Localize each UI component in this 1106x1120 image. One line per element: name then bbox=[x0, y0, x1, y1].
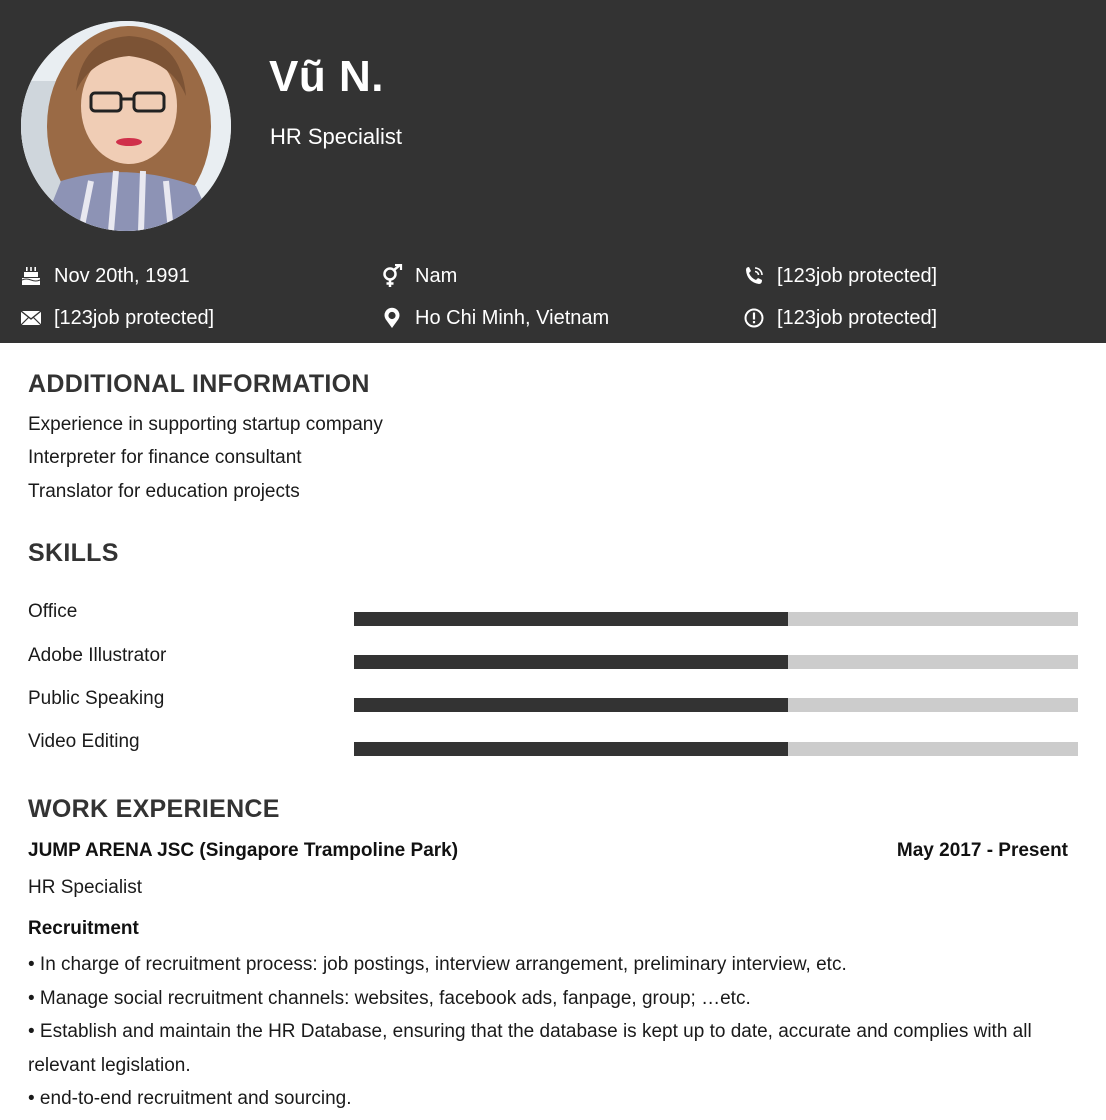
additional-info-item: Interpreter for finance consultant bbox=[28, 447, 302, 468]
job-bullet: • Establish and maintain the HR Database, ensuring that the database is kept up to date, accurate and complies with all relevant legislation. bbox=[28, 1021, 1032, 1076]
skill-bar bbox=[354, 742, 1078, 756]
skills-heading: SKILLS bbox=[28, 539, 119, 567]
job-bullet: • In charge of recruitment process: job postings, interview arrangement, preliminary interview, etc. bbox=[28, 954, 847, 975]
phone-item bbox=[743, 262, 937, 290]
phone-icon bbox=[743, 265, 765, 287]
work-experience-heading: WORK EXPERIENCE bbox=[28, 795, 280, 823]
email-item bbox=[20, 304, 214, 332]
skill-bar-fill bbox=[354, 698, 788, 712]
extra-contact-item bbox=[743, 304, 937, 332]
company-name: JUMP ARENA JSC (Singapore Trampoline Park) bbox=[28, 840, 459, 861]
skill-label: Public Speaking bbox=[28, 688, 165, 709]
skill-bar bbox=[354, 698, 1078, 712]
skill-bar bbox=[354, 655, 1078, 669]
birthday-cake-icon bbox=[20, 265, 42, 287]
profile-photo-icon bbox=[21, 21, 231, 231]
additional-info-item: Translator for education projects bbox=[28, 481, 300, 502]
job-subheading: Recruitment bbox=[28, 918, 139, 939]
job-bullet: • Manage social recruitment channels: websites, facebook ads, fanpage, group; …etc. bbox=[28, 987, 751, 1009]
job-role: HR Specialist bbox=[28, 877, 143, 898]
skill-label: Video Editing bbox=[28, 731, 140, 752]
info-circle-icon bbox=[743, 307, 765, 329]
avatar bbox=[21, 21, 231, 231]
skill-bar-fill bbox=[354, 742, 788, 756]
gender-item bbox=[381, 262, 457, 290]
additional-info-item: Experience in supporting startup company bbox=[28, 414, 383, 435]
location-pin-icon bbox=[381, 307, 403, 329]
skill-bar-fill bbox=[354, 612, 788, 626]
candidate-title: HR Specialist bbox=[270, 124, 403, 149]
job-bullet: • end-to-end recruitment and sourcing. bbox=[28, 1088, 352, 1109]
job-bullets bbox=[28, 948, 1080, 1116]
candidate-name: Vũ N. bbox=[269, 52, 384, 101]
profile-header bbox=[0, 0, 1106, 343]
skill-label: Office bbox=[28, 601, 78, 622]
envelope-icon bbox=[20, 307, 42, 329]
birthday-item bbox=[20, 262, 190, 290]
gender-value: Nam bbox=[415, 264, 458, 287]
gender-icon bbox=[381, 265, 403, 287]
skill-bar bbox=[354, 612, 1078, 626]
location-item bbox=[381, 304, 609, 332]
job-period: May 2017 - Present bbox=[896, 840, 1068, 861]
skill-label: Adobe Illustrator bbox=[28, 645, 167, 666]
skill-bar-fill bbox=[354, 655, 788, 669]
extra-contact-value: [123job protected] bbox=[777, 306, 938, 329]
email-value: [123job protected] bbox=[54, 306, 215, 329]
phone-value: [123job protected] bbox=[777, 264, 938, 287]
birthday-value: Nov 20th, 1991 bbox=[54, 264, 190, 287]
location-value: Ho Chi Minh, Vietnam bbox=[415, 306, 610, 329]
additional-info-heading: ADDITIONAL INFORMATION bbox=[28, 370, 370, 398]
